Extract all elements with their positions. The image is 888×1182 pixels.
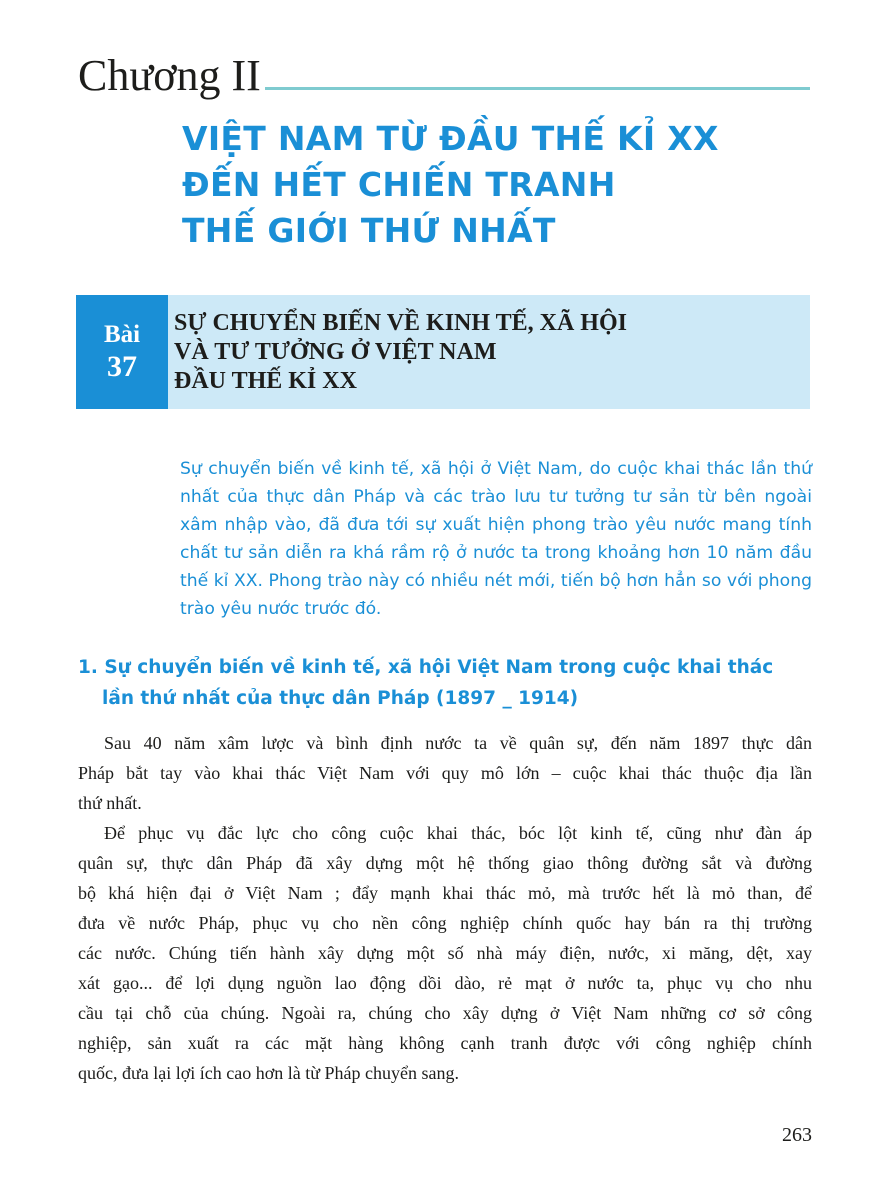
chapter-title-line: THẾ GIỚI THỨ NHẤT [182,211,556,250]
paragraph-2 [78,818,812,1088]
chapter-rule [265,87,810,90]
lesson-title [168,295,627,409]
text-line: đưa về nước Pháp, phục vụ cho nền công nghiệp chính quốc hay bán ra thị trường [78,913,812,933]
text-line: Sau 40 năm xâm lược và bình định nước ta về quân sự, đến năm 1897 thực dân [104,733,812,753]
lesson-title-line: SỰ CHUYỂN BIẾN VỀ KINH TẾ, XÃ HỘI [174,310,627,336]
lesson-number: 37 [107,350,137,383]
text-line: Pháp bắt tay vào khai thác Việt Nam với quy mô lớn – cuộc khai thác thuộc địa lần [78,763,812,783]
chapter-title-line: VIỆT NAM TỪ ĐẦU THẾ KỈ XX [182,119,719,158]
text-line: xát gạo... để lợi dụng nguồn lao động dồi dào, rẻ mạt ở nước ta, phục vụ cho nhu [78,973,812,993]
lesson-header [76,295,810,409]
chapter-label: Chương II [78,51,261,100]
chapter-title-line: ĐẾN HẾT CHIẾN TRANH [182,165,616,204]
text-line: Để phục vụ đắc lực cho công cuộc khai thác, bóc lột kinh tế, cũng như đàn áp [104,823,812,843]
lesson-word: Bài [103,321,141,348]
text-line: thứ nhất. [78,793,142,813]
text-line: quốc, đưa lại lợi ích cao hơn là từ Pháp chuyển sang. [78,1063,459,1083]
text-line: quân sự, thực dân Pháp đã xây dựng một hệ thống giao thông đường sắt và đường [78,853,812,873]
section-heading-line: lần thứ nhất của thực dân Pháp (1897 _ 1914) [102,688,579,709]
text-line: nghiệp, sản xuất ra các mặt hàng không cạnh tranh được với công nghiệp chính [78,1033,812,1053]
lesson-intro: Sự chuyển biến về kinh tế, xã hội ở Việt Nam, do cuộc khai thác lần thứ nhất của thực dân Pháp và các trào lưu tư tưởng tư sản từ bên ngoài xâm nhập vào, đã đưa tới sự xuất hiện phong trào yêu nước mang tính chất tư sản diễn ra khá rầm rộ ở nước ta trong khoảng hơn 10 năm đầu thế kỉ XX. Phong trào này có nhiều nét mới, tiến bộ hơn hẳn so với phong trào yêu nước trước đó. [180,459,812,619]
lesson-number-badge [76,295,168,409]
section-heading [78,652,818,714]
text-line: cầu tại chỗ của chúng. Ngoài ra, chúng cho xây dựng ở Việt Nam những cơ sở công [78,1003,812,1023]
text-line: các nước. Chúng tiến hành xây dựng một số nhà máy điện, nước, xi măng, dệt, xay [78,943,812,963]
chapter-header [78,52,810,100]
paragraph-1 [78,728,812,818]
section-heading-line: 1. Sự chuyển biến về kinh tế, xã hội Việt Nam trong cuộc khai thác [78,657,774,678]
text-line: bộ khá hiện đại ở Việt Nam ; đẩy mạnh khai thác mỏ, mà trước hết là mỏ than, để [78,883,812,903]
page-number: 263 [782,1124,812,1146]
lesson-title-line: VÀ TƯ TƯỞNG Ở VIỆT NAM [174,339,497,365]
chapter-title [182,116,822,254]
lesson-title-line: ĐẦU THẾ KỈ XX [174,368,357,394]
